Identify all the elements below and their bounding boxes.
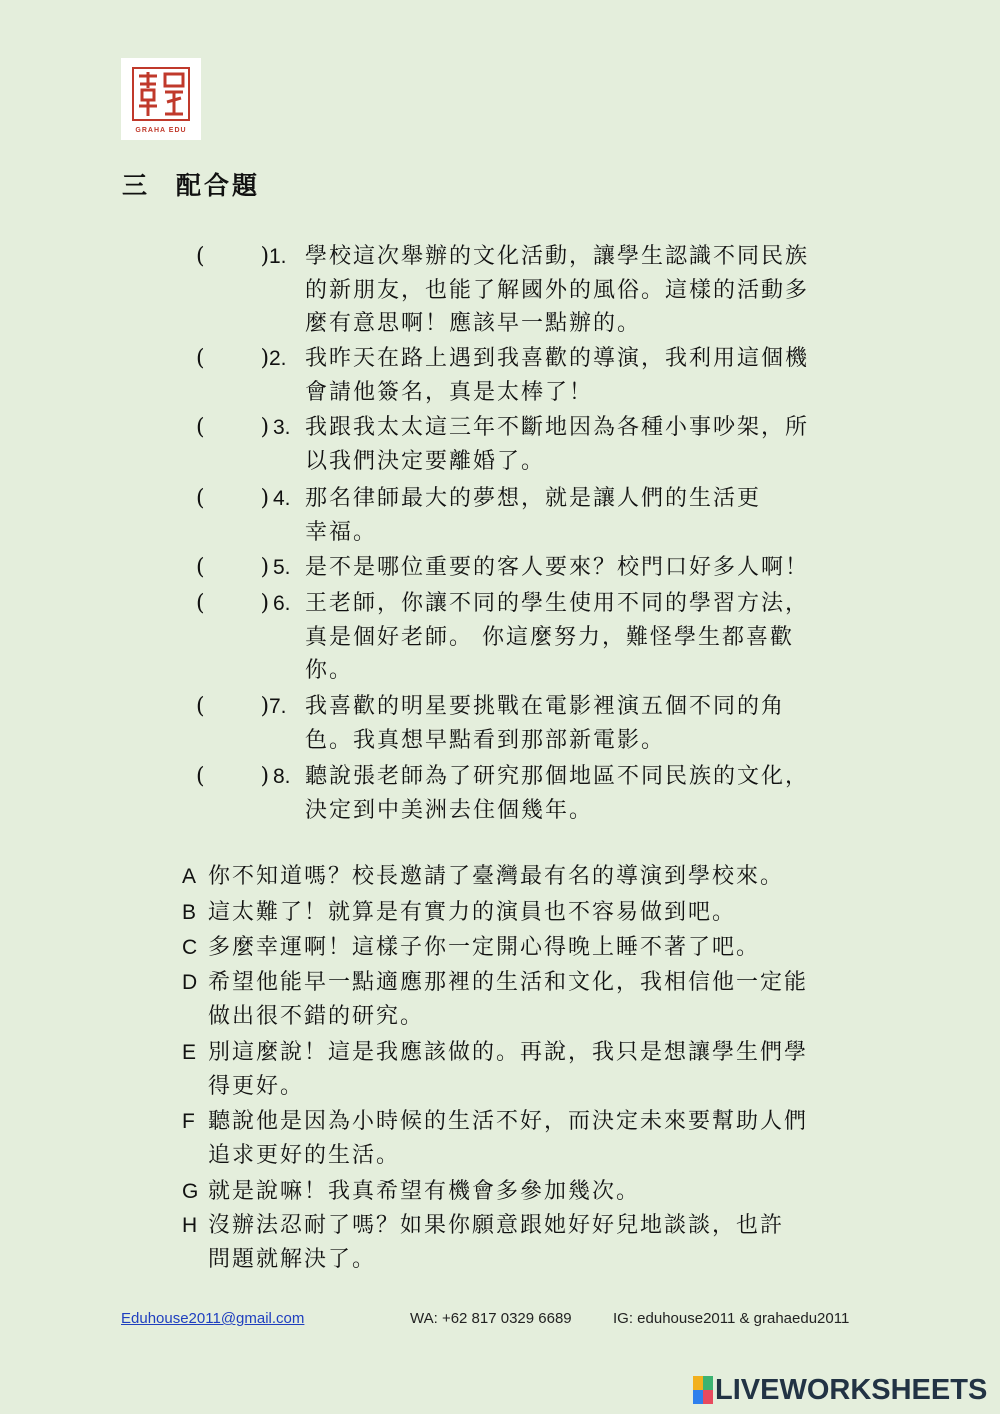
option-letter: B [182,901,197,924]
question-item [196,760,886,827]
question-line: 聽說張老師為了研究那個地區不同民族的文化， [305,764,810,789]
question-number: 6. [273,592,291,615]
question-item [196,240,886,341]
answer-option [182,860,892,894]
option-line: 這太難了！就算是有實力的演員也不容易做到吧。 [208,900,737,925]
answer-option [182,1105,892,1173]
instagram-contact: IG: eduhouse2011 & grahaedu2011 [613,1310,850,1327]
question-line: 那名律師最大的夢想，就是讓人們的生活更 [305,486,762,511]
question-number: 4. [273,487,291,510]
question-line: 是不是哪位重要的客人要來？校門口好多人啊！ [305,555,810,580]
question-item [196,342,886,409]
option-line: 聽說他是因為小時候的生活不好，而決定未來要幫助人們 [208,1109,809,1134]
question-item [196,587,886,688]
answer-option [182,931,892,965]
option-line: 問題就解決了。 [208,1247,377,1272]
option-line: 追求更好的生活。 [208,1143,401,1168]
question-line: 學校這次舉辦的文化活動，讓學生認識不同民族 [305,244,810,269]
liveworksheets-logo[interactable] [693,1372,987,1408]
question-text [305,342,886,409]
question-line: 的新朋友，也能了解國外的風俗。這樣的活動多 [305,277,810,303]
badge-square [703,1376,713,1390]
question-number: 8. [273,765,291,788]
answer-blank[interactable]: ( ) [196,591,272,616]
option-line: 別這麼說！這是我應該做的。再說，我只是想讓學生們學 [208,1040,809,1065]
section-heading: 配合題 [176,171,261,200]
answer-blank[interactable]: ( ) [196,346,272,371]
email-link[interactable]: Eduhouse2011@gmail.com [121,1310,305,1327]
question-line: 真是個好老師。 你這麼努力，難怪學生都喜歡 [305,624,794,650]
option-text [208,1175,892,1209]
answer-blank[interactable]: ( ) [196,244,272,269]
whatsapp-contact: WA: +62 817 0329 6689 [410,1310,572,1327]
option-letter: G [182,1180,199,1203]
question-line: 我喜歡的明星要挑戰在電影裡演五個不同的角 [305,694,786,719]
option-line: 就是說嘛！我真希望有機會多參加幾次。 [208,1179,641,1204]
option-line: 做出很不錯的研究。 [208,1004,425,1029]
option-text [208,1036,892,1104]
option-line: 希望他能早一點適應那裡的生活和文化，我相信他一定能 [208,970,809,995]
question-line: 我跟我太太這三年不斷地因為各種小事吵架，所 [305,415,810,440]
question-line: 我昨天在路上遇到我喜歡的導演，我利用這個機 [305,346,810,371]
option-line: 你不知道嗎？校長邀請了臺灣最有名的導演到學校來。 [208,864,785,889]
answer-option [182,1175,892,1209]
question-item [196,411,886,478]
badge-square [693,1390,703,1404]
answer-option [182,966,892,1034]
badge-square [693,1376,703,1390]
question-text [305,587,886,688]
option-letter: F [182,1110,195,1133]
answer-option [182,1209,892,1277]
question-number: 5. [273,556,291,579]
option-text [208,896,892,930]
option-letter: A [182,865,197,888]
question-number: 2. [269,347,287,370]
question-line: 幸福。 [305,519,378,545]
answer-option [182,1036,892,1104]
question-line: 會請他簽名，真是太棒了！ [305,379,594,405]
answer-blank[interactable]: ( ) [196,415,272,440]
logo [121,58,201,140]
answer-blank[interactable]: ( ) [196,486,272,511]
answer-blank[interactable]: ( ) [196,764,272,789]
question-text [305,690,886,757]
question-number: 1. [269,245,287,268]
brand-name: LIVEWORKSHEETS [715,1373,988,1406]
question-text [305,551,886,585]
option-line: 多麼幸運啊！這樣子你一定開心得晚上睡不著了吧。 [208,935,761,960]
option-line: 得更好。 [208,1074,305,1099]
live-badge-icon [693,1376,713,1404]
answer-option [182,896,892,930]
option-text [208,1209,892,1277]
option-text [208,966,892,1034]
option-text [208,860,892,894]
option-text [208,1105,892,1173]
answer-blank[interactable]: ( ) [196,694,272,719]
option-text [208,931,892,965]
option-letter: D [182,971,198,994]
question-item [196,690,886,757]
question-line: 色。我真想早點看到那部新電影。 [305,727,666,753]
question-item [196,551,886,585]
question-line: 決定到中美洲去住個幾年。 [305,797,594,823]
question-text [305,760,886,827]
section-title [122,166,260,202]
logo-text: GRAHA EDU [135,127,187,134]
option-letter: H [182,1214,198,1237]
question-text [305,411,886,478]
question-line: 你。 [305,658,354,683]
question-item [196,482,886,549]
section-number: 三 [122,171,151,200]
answer-blank[interactable]: ( ) [196,555,272,580]
badge-square [703,1390,713,1404]
question-text [305,240,886,341]
question-line: 以我們決定要離婚了。 [305,448,546,474]
option-letter: C [182,936,198,959]
graha-edu-seal-icon [131,66,191,122]
question-line: 麼有意思啊！應該早一點辦的。 [305,311,642,336]
option-letter: E [182,1041,197,1064]
option-line: 沒辦法忍耐了嗎？如果你願意跟她好好兒地談談，也許 [208,1213,785,1238]
question-number: 3. [273,416,291,439]
question-text [305,482,886,549]
question-number: 7. [269,695,287,718]
question-line: 王老師，你讓不同的學生使用不同的學習方法， [305,591,810,616]
